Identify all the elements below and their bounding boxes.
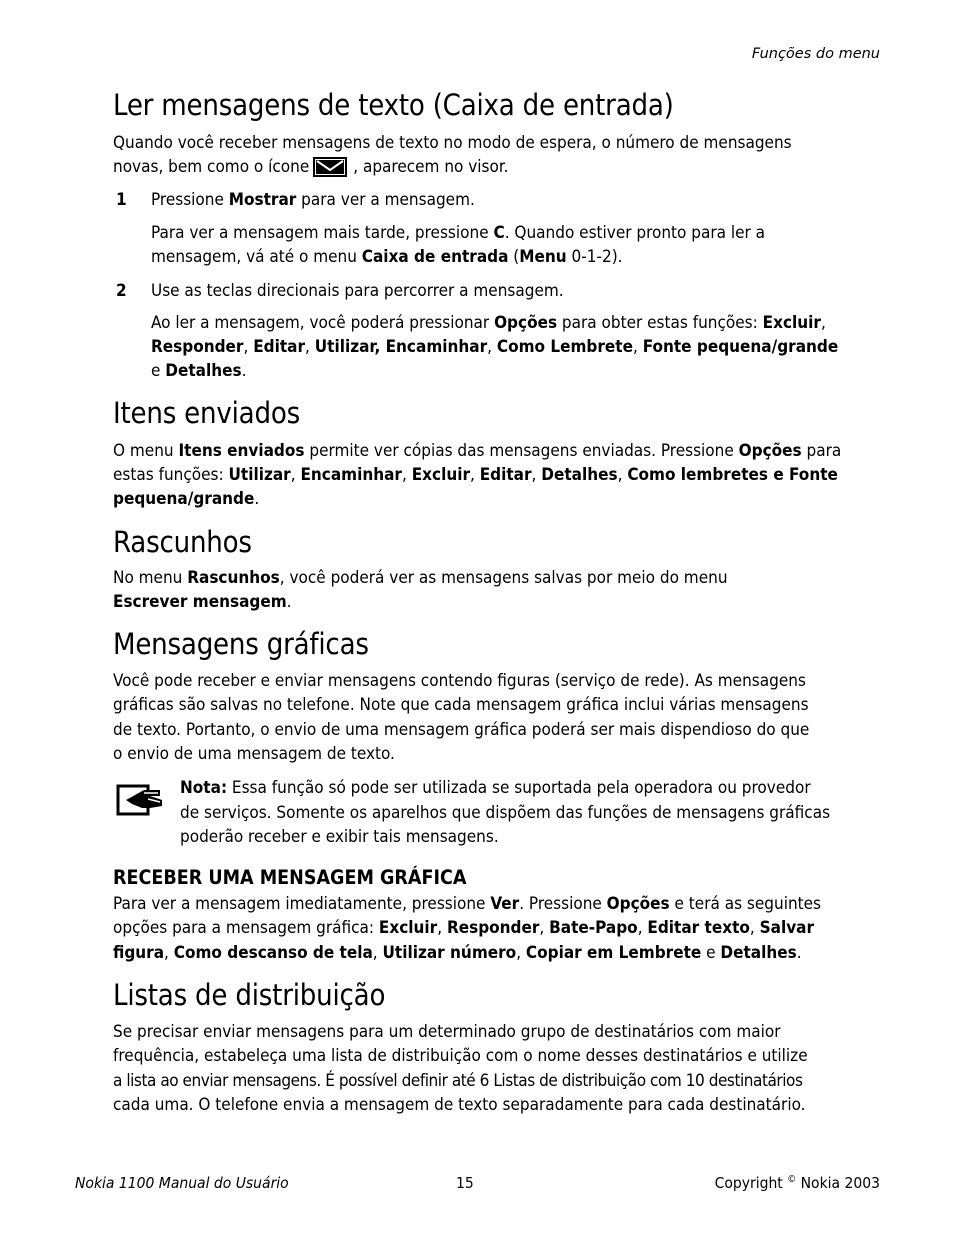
footer-left: Nokia 1100 Manual do Usuário [75, 1174, 289, 1192]
note-line2: de serviços. Somente os aparelhos que dispõem das funções de mensagens gráficas [180, 803, 831, 823]
step-1-text: Pressione Mostrar para ver a mensagem. [151, 190, 475, 210]
s1-intro-line2: novas, bem como o ícone , aparecem no visor. [113, 157, 509, 177]
section-title-mensagens-graficas: Mensagens gráficas [113, 627, 369, 661]
sub-line1: Para ver a mensagem imediatamente, pressione Ver. Pressione Opções e terá as seguintes [113, 894, 822, 914]
s5-line2: frequência, estabeleça uma lista de distribuição com o nome desses destinatários e utilize [113, 1046, 808, 1066]
subsection-title-receber: RECEBER UMA MENSAGEM GRÁFICA [113, 866, 467, 889]
s2-line3: pequena/grande. [113, 489, 260, 509]
step-1-detail-line2: mensagem, vá até o menu Caixa de entrada (Menu 0-1-2). [151, 247, 623, 267]
step-2-detail-line3: e Detalhes. [151, 361, 247, 381]
note-hand-icon [114, 780, 166, 820]
s4-line2: gráficas são salvas no telefone. Note que cada mensagem gráfica inclui várias mensagens [113, 695, 809, 715]
footer-copyright: Copyright © Nokia 2003 [714, 1174, 880, 1193]
step-2-detail-line1: Ao ler a mensagem, você poderá pressionar Opções para obter estas funções: Excluir, [151, 313, 826, 333]
s5-line3: a lista ao enviar mensagens. É possível definir até 6 Listas de distribuição com 10 destinatários [113, 1071, 803, 1091]
s1-intro-line1: Quando você receber mensagens de texto no modo de espera, o número de mensagens [113, 133, 792, 153]
sub-line3: figura, Como descanso de tela, Utilizar número, Copiar em Lembrete e Detalhes. [113, 943, 802, 963]
step-2-text: Use as teclas direcionais para percorrer a mensagem. [151, 281, 564, 301]
envelope-icon [313, 157, 347, 177]
note-line3: poderão receber e exibir tais mensagens. [180, 827, 499, 847]
s5-line1: Se precisar enviar mensagens para um determinado grupo de destinatários com maior [113, 1022, 781, 1042]
sub-line2: opções para a mensagem gráfica: Excluir, Responder, Bate-Papo, Editar texto, Salvar [113, 918, 815, 938]
s3-line1: No menu Rascunhos, você poderá ver as mensagens salvas por meio do menu [113, 568, 728, 588]
s4-line3: de texto. Portanto, o envio de uma mensagem gráfica poderá ser mais dispendioso do que [113, 720, 810, 740]
s4-line4: o envio de uma mensagem de texto. [113, 744, 395, 764]
s2-line1: O menu Itens enviados permite ver cópias das mensagens enviadas. Pressione Opções para [113, 441, 842, 461]
section-title-caixa-de-entrada: Ler mensagens de texto (Caixa de entrada) [113, 88, 674, 122]
footer-page-number: 15 [456, 1174, 474, 1192]
note-line1: Nota: Essa função só pode ser utilizada se suportada pela operadora ou provedor [180, 778, 811, 798]
note-label: Nota: [180, 778, 228, 798]
section-title-listas-de-distribuicao: Listas de distribuição [113, 978, 386, 1012]
step-2-detail-line2: Responder, Editar, Utilizar, Encaminhar, Como Lembrete, Fonte pequena/grande [151, 337, 839, 357]
s5-line4: cada uma. O telefone envia a mensagem de texto separadamente para cada destinatário. [113, 1095, 806, 1115]
section-title-itens-enviados: Itens enviados [113, 396, 300, 430]
step-1-detail-line1: Para ver a mensagem mais tarde, pressione C. Quando estiver pronto para ler a [151, 223, 766, 243]
running-header: Funções do menu [751, 46, 880, 62]
s2-line2: estas funções: Utilizar, Encaminhar, Excluir, Editar, Detalhes, Como lembretes e Fonte [113, 465, 838, 485]
s3-line2: Escrever mensagem. [113, 592, 292, 612]
section-title-rascunhos: Rascunhos [113, 525, 252, 559]
step-2-number: 2 [116, 281, 127, 301]
s4-line1: Você pode receber e enviar mensagens contendo figuras (serviço de rede). As mensagens [113, 671, 806, 691]
step-1-number: 1 [116, 190, 127, 210]
